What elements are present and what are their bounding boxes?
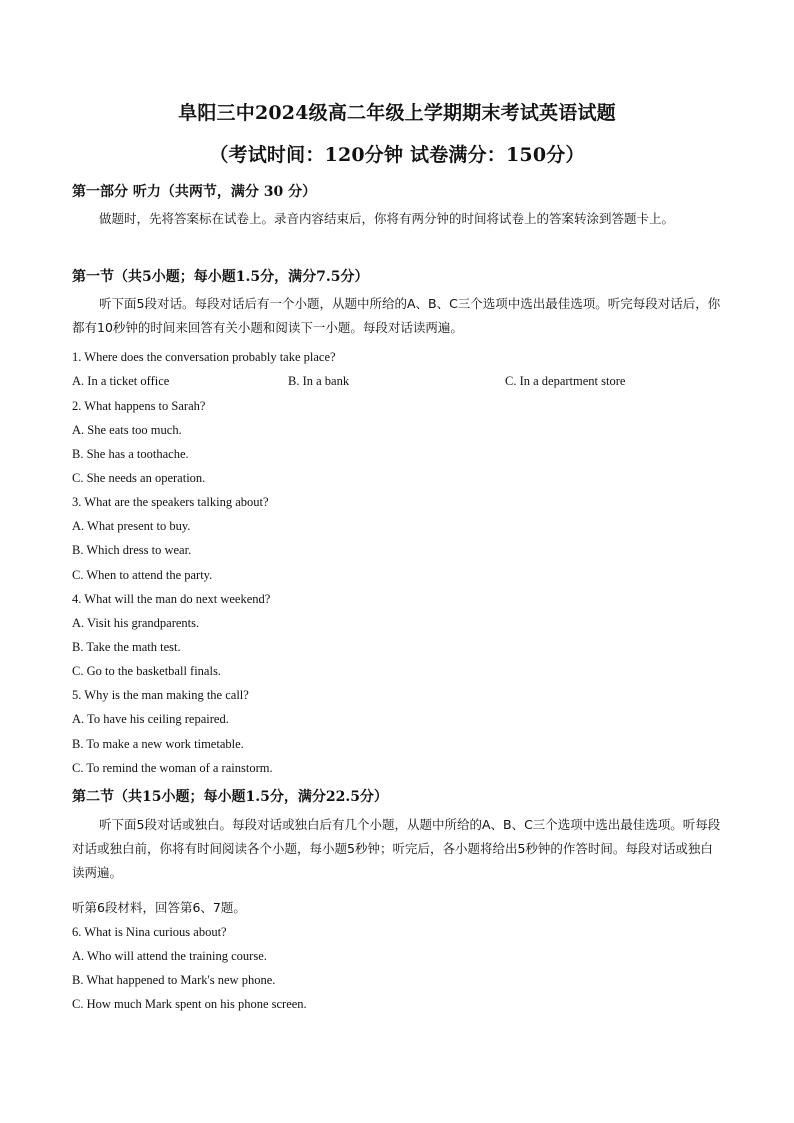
section1-heading: 第一节（共5小题；每小题1.5分，满分7.5分） [72, 269, 369, 285]
section2-heading: 第二节（共15小题；每小题1.5分，满分22.5分） [72, 789, 388, 805]
q3-option-a: A. What present to buy. [72, 519, 191, 533]
q1-option-a: A. In a ticket office [72, 374, 170, 388]
q5-option-b: B. To make a new work timetable. [72, 737, 244, 751]
question-6: 6. What is Nina curious about? [72, 925, 227, 939]
q6-option-a: A. Who will attend the training course. [72, 949, 267, 963]
q3-option-b: B. Which dress to wear. [72, 543, 192, 557]
q6-option-c: C. How much Mark spent on his phone screen. [72, 997, 307, 1011]
q4-option-a: A. Visit his grandparents. [72, 616, 200, 630]
q4-option-c: C. Go to the basketball finals. [72, 664, 221, 678]
part1-heading: 第一部分 听力（共两节，满分 30 分） [72, 184, 317, 200]
material-note: 听第6段材料，回答第6、7题。 [72, 900, 246, 915]
q2-option-a: A. She eats too much. [72, 423, 182, 437]
question-1: 1. Where does the conversation probably take place? [72, 350, 336, 364]
question-4: 4. What will the man do next weekend? [72, 592, 271, 606]
exam-title: 阜阳三中2024级高二年级上学期期末考试英语试题 [178, 102, 616, 124]
exam-subtitle: （考试时间：120分钟 试卷满分：150分） [209, 144, 585, 166]
q3-option-c: C. When to attend the party. [72, 568, 213, 582]
q1-option-b: B. In a bank [288, 374, 350, 388]
part1-instructions: 做题时，先将答案标在试卷上。录音内容结束后，你将有两分钟的时间将试卷上的答案转涂到答题卡上。 [99, 211, 675, 226]
question-2: 2. What happens to Sarah? [72, 399, 206, 413]
q1-option-c: C. In a department store [505, 374, 626, 388]
question-3: 3. What are the speakers talking about? [72, 495, 269, 509]
q5-option-c: C. To remind the woman of a rainstorm. [72, 761, 273, 775]
q5-option-a: A. To have his ceiling repaired. [72, 712, 229, 726]
question-5: 5. Why is the man making the call? [72, 688, 249, 702]
section2-instructions: 听下面5段对话或独白。每段对话或独白后有几个小题，从题中所给的A、B、C三个选项中选出最佳选项。听每段对话或独白前，你将有时间阅读各个小题，每小题5秒钟；听完后，各小题将给出5秒钟的作答时间。每段对话或独白读两遍。 [72, 817, 721, 880]
q2-option-b: B. She has a toothache. [72, 447, 189, 461]
q2-option-c: C. She needs an operation. [72, 471, 206, 485]
q4-option-b: B. Take the math test. [72, 640, 181, 654]
q6-option-b: B. What happened to Mark's new phone. [72, 973, 276, 987]
section1-instructions: 听下面5段对话。每段对话后有一个小题，从题中所给的A、B、C三个选项中选出最佳选项。听完每段对话后，你都有10秒钟的时间来回答有关小题和阅读下一小题。每段对话读两遍。 [72, 296, 721, 335]
